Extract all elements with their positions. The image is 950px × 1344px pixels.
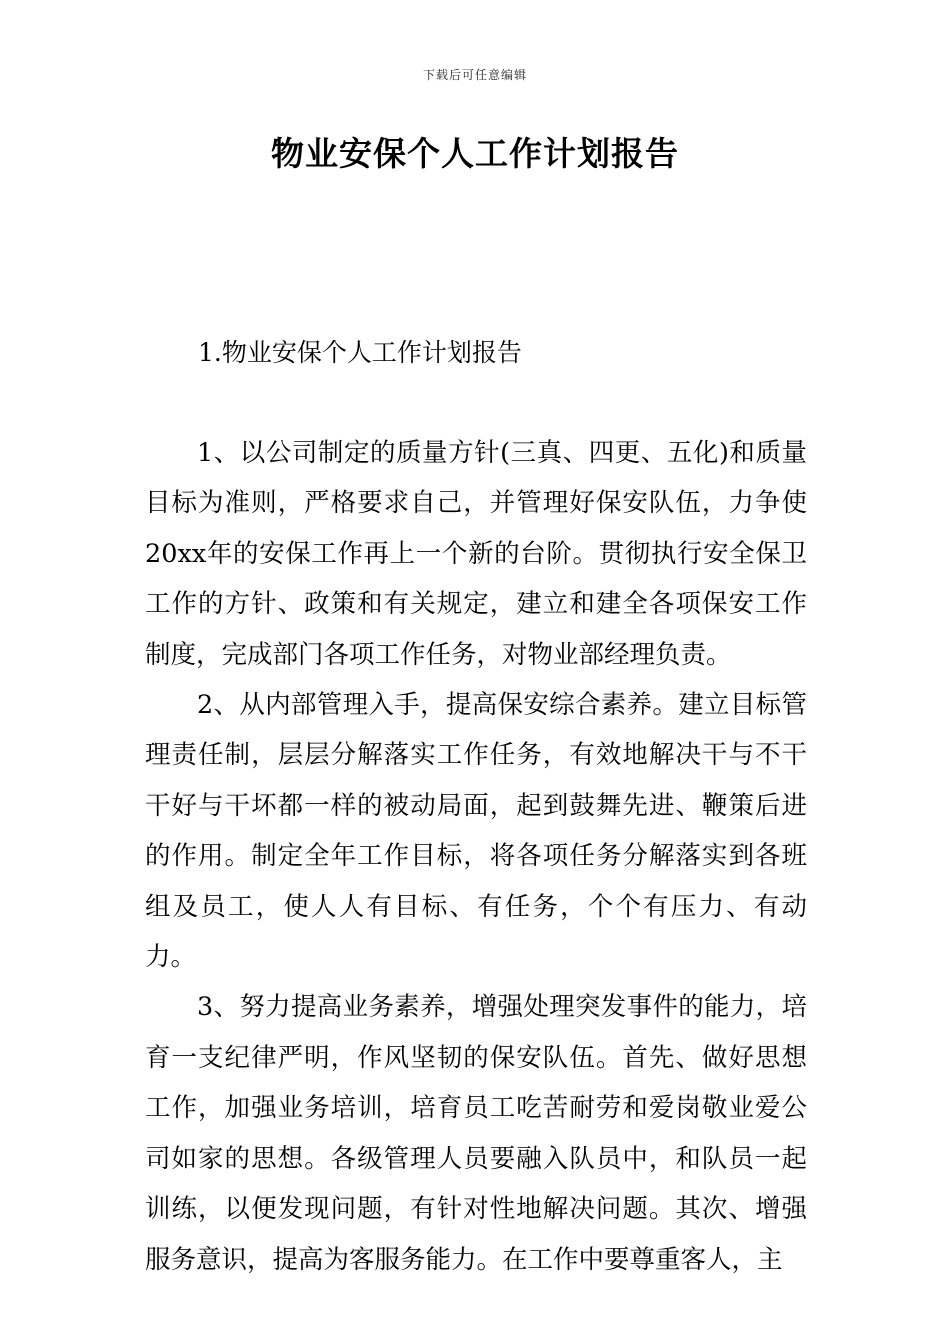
paragraph-3: 3、努力提高业务素养，增强处理突发事件的能力，培育一支纪律严明，作风坚韧的保安队伍。首先、做好思想工作，加强业务培训，培育员工吃苦耐劳和爱岗敬业爱公司如家的思想。各级管理人员要融入队员中，和队员一起训练，以便发现问题，有针对性地解决问题。其次、增强服务意识，提高为客服务能力。在工作中要尊重客人，主: [145, 992, 807, 1275]
page-title: 物业安保个人工作计划报告: [271, 134, 679, 173]
header-note: 下载后可任意编辑: [422, 68, 527, 82]
paragraph-2: 2、从内部管理入手，提高保安综合素养。建立目标管理责任制，层层分解落实工作任务，有效地解决干与不干干好与干坏都一样的被动局面，起到鼓舞先进、鞭策后进的作用。制定全年工作目标，将各项任务分解落实到各班组及员工，使人人有目标、有任务，个个有压力、有动力。: [145, 690, 807, 973]
paragraph-1: 1、以公司制定的质量方针(三真、四更、五化)和质量目标为准则，严格要求自己，并管理好保安队伍，力争使20xx年的安保工作再上一个新的台阶。贯彻执行安全保卫工作的方针、政策和有关规定，建立和建全各项保安工作制度，完成部门各项工作任务，对物业部经理负责。: [145, 438, 807, 670]
section-heading: 1.物业安保个人工作计划报告: [198, 338, 522, 367]
body-text: [145, 428, 807, 1285]
